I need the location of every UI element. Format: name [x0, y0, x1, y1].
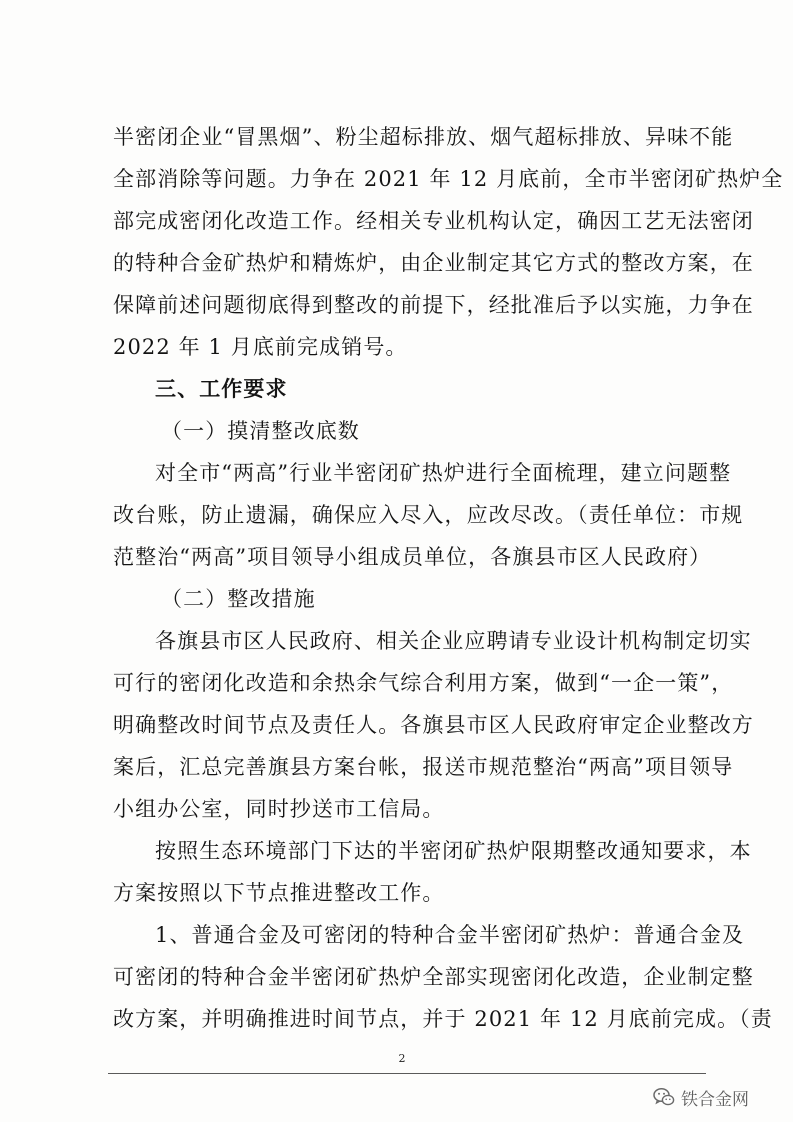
text-line: 全部消除等问题。力争在 2021 年 12 月底前，全市半密闭矿热炉全 [113, 167, 784, 191]
text-line: 改方案，并明确推进时间节点，并于 2021 年 12 月底前完成。（责 [113, 1007, 773, 1031]
watermark [653, 1085, 749, 1109]
text-line: 各旗县市区人民政府、相关企业应聘请专业设计机构制定切实 [155, 629, 752, 653]
text-line: 对全市“两高”行业半密闭矿热炉进行全面梳理，建立问题整 [155, 461, 732, 485]
text-line: 改台账，防止遗漏，确保应入尽入，应改尽改。（责任单位：市规 [113, 503, 744, 527]
text-line: 按照生态环境部门下达的半密闭矿热炉限期整改通知要求，本 [155, 839, 752, 863]
text-line: 2022 年 1 月底前完成销号。 [113, 335, 408, 359]
text-line: 方案按照以下节点推进整改工作。 [113, 881, 445, 905]
text-line: 明确整改时间节点及责任人。各旗县市区人民政府审定企业整改方 [113, 713, 754, 737]
text-line: 可行的密闭化改造和余热余气综合利用方案，做到“一企一策”， [113, 671, 734, 695]
text-line: 可密闭的特种合金半密闭矿热炉全部实现密闭化改造，企业制定整 [113, 965, 754, 989]
text-line: 部完成密闭化改造工作。经相关专业机构认定，确因工艺无法密闭 [113, 209, 754, 233]
text-line: 半密闭企业“冒黑烟”、粉尘超标排放、烟气超标排放、异味不能 [113, 125, 734, 149]
document-body [113, 116, 784, 1040]
subsection-heading: （一）摸清整改底数 [161, 419, 360, 443]
section-heading: 三、工作要求 [155, 376, 288, 401]
wechat-icon [653, 1087, 675, 1107]
text-line: 小组办公室，同时抄送市工信局。 [113, 797, 445, 821]
text-line: 1、普通合金及可密闭的特种合金半密闭矿热炉：普通合金及 [155, 923, 745, 947]
footer-divider [108, 1073, 706, 1074]
subsection-heading: （二）整改措施 [161, 587, 316, 611]
text-line: 保障前述问题彻底得到整改的前提下，经批准后予以实施，力争在 [113, 293, 754, 317]
watermark-label: 铁合金网 [681, 1089, 749, 1110]
text-line: 案后，汇总完善旗县方案台帐，报送市规范整治“两高”项目领导 [113, 755, 734, 779]
page-number: 2 [398, 1052, 406, 1065]
text-line: 范整治“两高”项目领导小组成员单位，各旗县市区人民政府） [113, 545, 712, 569]
text-line: 的特种合金矿热炉和精炼炉，由企业制定其它方式的整改方案，在 [113, 251, 754, 275]
